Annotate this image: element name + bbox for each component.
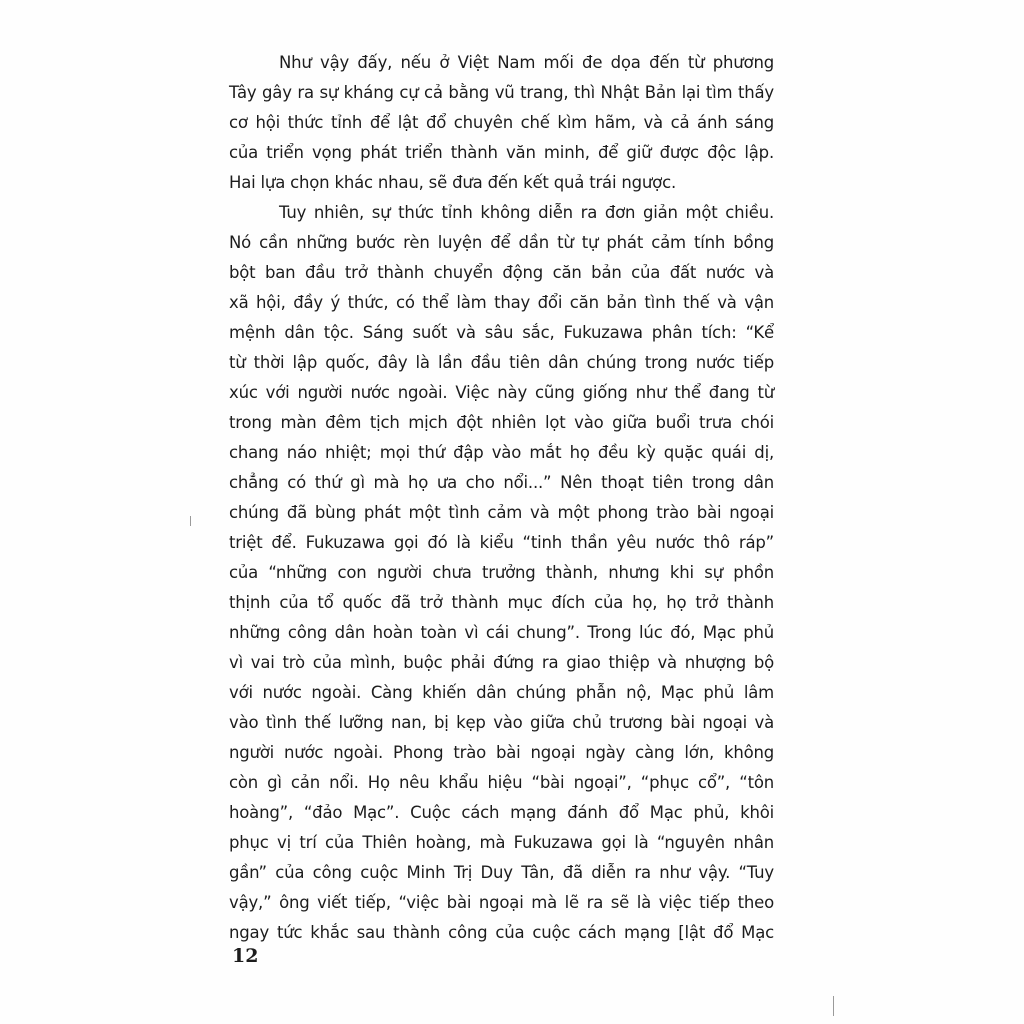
- text-line: chúng đã bùng phát một tình cảm và một phong trào bài ngoại: [229, 503, 774, 522]
- page-number: 12: [232, 945, 259, 967]
- text-line: Tây gây ra sự kháng cự cả bằng vũ trang, thì Nhật Bản lại tìm thấy: [229, 83, 774, 102]
- text-line: vì vai trò của mình, buộc phải đứng ra giao thiệp và nhượng bộ: [229, 653, 774, 672]
- text-line: vậy,” ông viết tiếp, “việc bài ngoại mà lẽ ra sẽ là việc tiếp theo: [229, 893, 774, 912]
- text-line: gần” của công cuộc Minh Trị Duy Tân, đã diễn ra như vậy. “Tuy: [229, 863, 774, 882]
- text-line: từ thời lập quốc, đây là lần đầu tiên dân chúng trong nước tiếp: [229, 353, 774, 372]
- text-line: phục vị trí của Thiên hoàng, mà Fukuzawa gọi là “nguyên nhân: [229, 833, 774, 852]
- text-line: bột ban đầu trở thành chuyển động căn bản của đất nước và: [229, 263, 774, 282]
- text-line: triệt để. Fukuzawa gọi đó là kiểu “tinh thần yêu nước thô ráp”: [229, 533, 774, 552]
- text-line: của “những con người chưa trưởng thành, nhưng khi sự phồn: [229, 563, 774, 582]
- text-line: của triển vọng phát triển thành văn minh, để giữ được độc lập.: [229, 143, 774, 162]
- scan-mark: [833, 996, 834, 1016]
- text-line: xúc với người nước ngoài. Việc này cũng giống như thể đang từ: [229, 383, 774, 402]
- text-line: người nước ngoài. Phong trào bài ngoại ngày càng lớn, không: [229, 743, 774, 762]
- text-line: Tuy nhiên, sự thức tỉnh không diễn ra đơn giản một chiều.: [279, 203, 774, 222]
- text-line: hoàng”, “đảo Mạc”. Cuộc cách mạng đánh đổ Mạc phủ, khôi: [229, 803, 774, 822]
- text-line: chẳng có thứ gì mà họ ưa cho nổi...” Nên thoạt tiên trong dân: [229, 473, 774, 492]
- text-line: xã hội, đầy ý thức, có thể làm thay đổi căn bản tình thế và vận: [229, 293, 774, 312]
- text-line: vào tình thế lưỡng nan, bị kẹp vào giữa chủ trương bài ngoại và: [229, 713, 774, 732]
- text-line: với nước ngoài. Càng khiến dân chúng phẫn nộ, Mạc phủ lâm: [229, 683, 774, 702]
- scan-mark: [190, 516, 191, 526]
- text-line: những công dân hoàn toàn vì cái chung”. Trong lúc đó, Mạc phủ: [229, 623, 774, 642]
- text-line: thịnh của tổ quốc đã trở thành mục đích của họ, họ trở thành: [229, 593, 774, 612]
- text-line: Hai lựa chọn khác nhau, sẽ đưa đến kết quả trái ngược.: [229, 173, 676, 192]
- text-line: còn gì cản nổi. Họ nêu khẩu hiệu “bài ngoại”, “phục cổ”, “tôn: [229, 773, 774, 792]
- text-line: trong màn đêm tịch mịch đột nhiên lọt vào giữa buổi trưa chói: [229, 413, 774, 432]
- text-line: mệnh dân tộc. Sáng suốt và sâu sắc, Fukuzawa phân tích: “Kể: [229, 323, 774, 342]
- text-line: Nó cần những bước rèn luyện để dần từ tự phát cảm tính bồng: [229, 233, 774, 252]
- text-line: ngay tức khắc sau thành công của cuộc cách mạng [lật đổ Mạc: [229, 923, 774, 942]
- text-line: chang náo nhiệt; mọi thứ đập vào mắt họ đều kỳ quặc quái dị,: [229, 443, 774, 462]
- text-line: Như vậy đấy, nếu ở Việt Nam mối đe dọa đến từ phương: [279, 53, 774, 72]
- text-line: cơ hội thức tỉnh để lật đổ chuyên chế kìm hãm, và cả ánh sáng: [229, 113, 774, 132]
